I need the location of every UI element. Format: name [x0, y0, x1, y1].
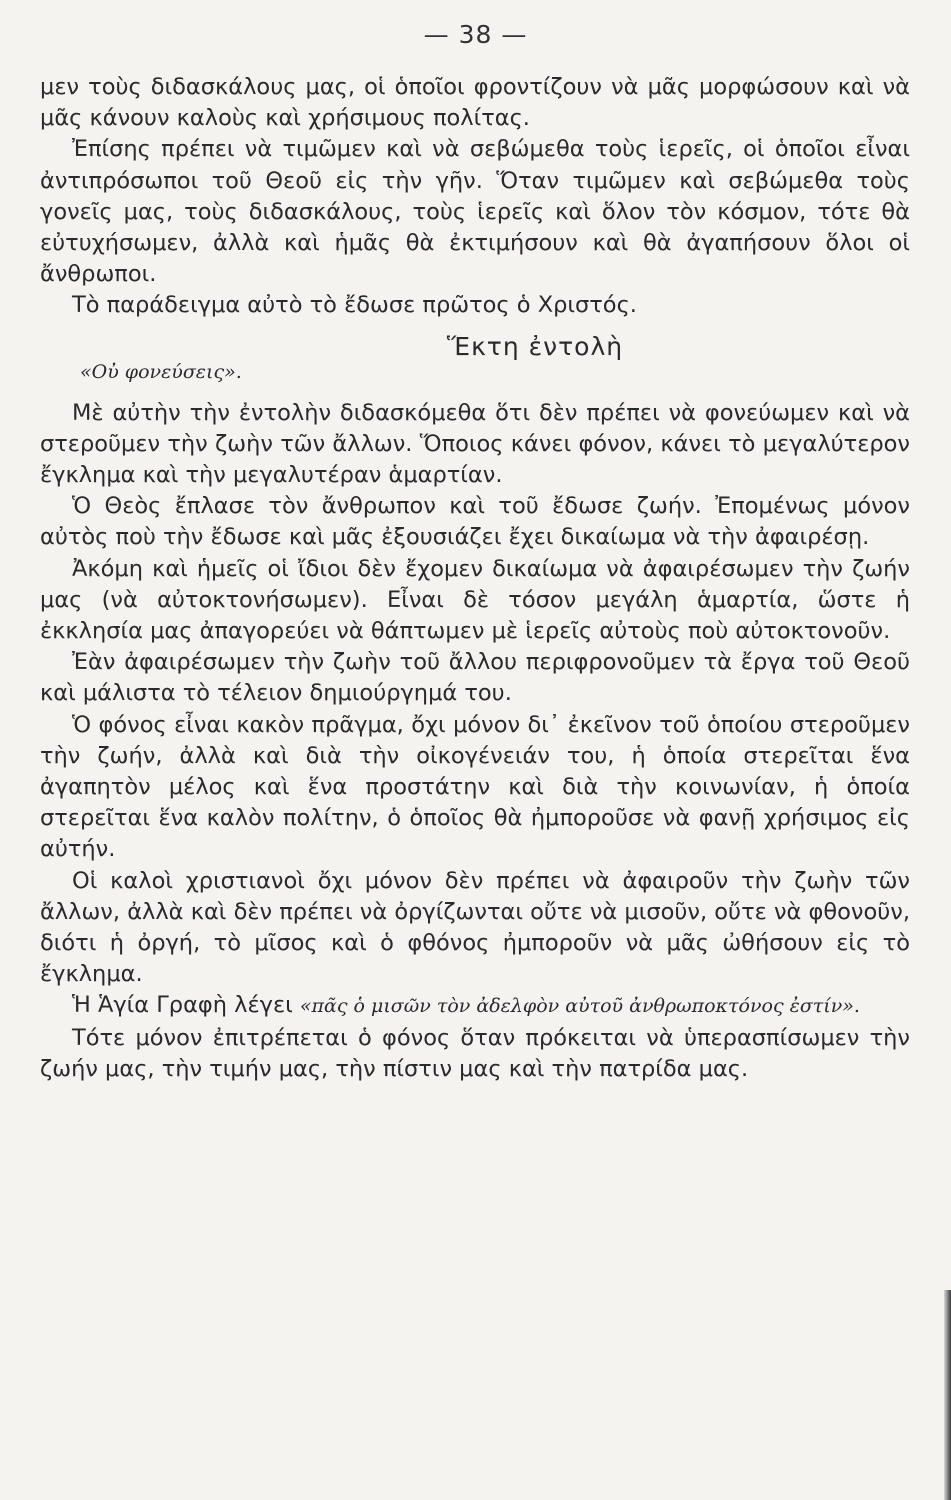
paragraph: Ὁ φόνος εἶναι κακὸν πρᾶγμα, ὄχι μόνον δι᾽ ἐκεῖνον τοῦ ὁποίου στεροῦμεν τὴν ζωήν, ἀλλὰ καὶ διὰ τὴν οἰκογένειάν του, ἡ ὁποία στερεῖται ἕνα ἀγαπητὸν μέλος καὶ ἕνα προστάτην καὶ διὰ τὴν κοινωνίαν, ἡ ὁποία στερεῖται ἕνα καλὸν πολίτην, ὁ ὁποῖος θὰ ἠμποροῦσε νὰ φανῇ χρήσιμος εἰς αὐτήν. [40, 711, 910, 863]
body-text [40, 72, 910, 1085]
section-heading: Ἕκτη ἐντολὴ [446, 331, 624, 361]
paragraph: Ἐπίσης πρέπει νὰ τιμῶμεν καὶ νὰ σεβώμεθα τοὺς ἱερεῖς, οἱ ὁποῖοι εἶναι ἀντιπρόσωποι τοῦ Θεοῦ εἰς τὴν γῆν. Ὅταν τιμῶμεν καὶ σεβώμεθα τοὺς γονεῖς μας, τοὺς διδασκάλους, τοὺς ἱερεῖς καὶ ὅλον τὸν κόσμον, τότε θὰ εὐτυχήσωμεν, ἀλλὰ καὶ ἡμᾶς θὰ ἐκτιμήσουν καὶ θὰ ἀγαπήσουν ὅλοι οἱ ἄνθρωποι. [40, 136, 910, 288]
scripture-lead: Ἡ Ἁγία Γραφὴ λέγει [72, 992, 293, 1019]
page-edge-shadow [944, 1290, 951, 1500]
paragraph: μεν τοὺς διδασκάλους μας, οἱ ὁποῖοι φροντίζουν νὰ μᾶς μορφώσουν καὶ νὰ μᾶς κάνουν καλοὺς καὶ χρήσιμους πολίτας. [40, 74, 910, 132]
paragraph: Μὲ αὐτὴν τὴν ἐντολὴν διδασκόμεθα ὅτι δὲν πρέπει νὰ φονεύωμεν καὶ νὰ στεροῦμεν τὴν ζωὴν τῶν ἄλλων. Ὅποιος κάνει φόνον, κάνει τὸ μεγαλύτερον ἔγκλημα καὶ τὴν μεγαλυτέραν ἁμαρτίαν. [40, 399, 910, 489]
paragraph: Ἐὰν ἀφαιρέσωμεν τὴν ζωὴν τοῦ ἄλλου περιφρονοῦμεν τὰ ἔργα τοῦ Θεοῦ καὶ μάλιστα τὸ τέλειον δημιούργημά του. [40, 649, 910, 707]
paragraph: Ἀκόμη καὶ ἡμεῖς οἱ ἴδιοι δὲν ἔχομεν δικαίωμα νὰ ἀφαιρέσωμεν τὴν ζωήν μας (νὰ αὐτοκτονήσωμεν). Εἶναι δὲ τόσον μεγάλη ἁμαρτία, ὥστε ἡ ἐκκλησία μας ἀπαγορεύει νὰ θάπτωμεν μὲ ἱερεῖς αὐτοὺς ποὺ αὐτοκτονοῦν. [40, 555, 910, 645]
scripture-quote: «πᾶς ὁ μισῶν τὸν ἀδελφὸν αὐτοῦ ἀνθρωποκτόνος ἐστίν». [299, 995, 860, 1018]
paragraph: Ὁ Θεὸς ἔπλασε τὸν ἄνθρωπον καὶ τοῦ ἔδωσε ζωήν. Ἐπομένως μόνον αὐτὸς ποὺ τὴν ἔδωσε καὶ μᾶς ἐξουσιάζει ἔχει δικαίωμα νὰ τὴν ἀφαιρέσῃ. [40, 493, 910, 551]
page-number: — 38 — [423, 20, 528, 49]
scripture-paragraph [40, 990, 910, 1022]
paragraph: Τὸ παράδειγμα αὐτὸ τὸ ἔδωσε πρῶτος ὁ Χριστός. [72, 292, 637, 319]
epigraph: «Οὐ φονεύσεις». [80, 360, 242, 383]
paragraph: Οἱ καλοὶ χριστιανοὶ ὄχι μόνον δὲν πρέπει νὰ ἀφαιροῦν τὴν ζωὴν τῶν ἄλλων, ἀλλὰ καὶ δὲν πρέπει νὰ ὀργίζωνται οὔτε νὰ μισοῦν, οὔτε νὰ φθονοῦν, διότι ἡ ὀργή, τὸ μῖσος καὶ ὁ φθόνος ἠμποροῦν νὰ μᾶς ὠθήσουν εἰς τὸ ἔγκλημα. [40, 867, 910, 988]
closing-paragraph: Τότε μόνον ἐπιτρέπεται ὁ φόνος ὅταν πρόκειται νὰ ὑπερασπίσωμεν τὴν ζωήν μας, τὴν τιμήν μας, τὴν πίστιν μας καὶ τὴν πατρίδα μας. [40, 1024, 910, 1082]
